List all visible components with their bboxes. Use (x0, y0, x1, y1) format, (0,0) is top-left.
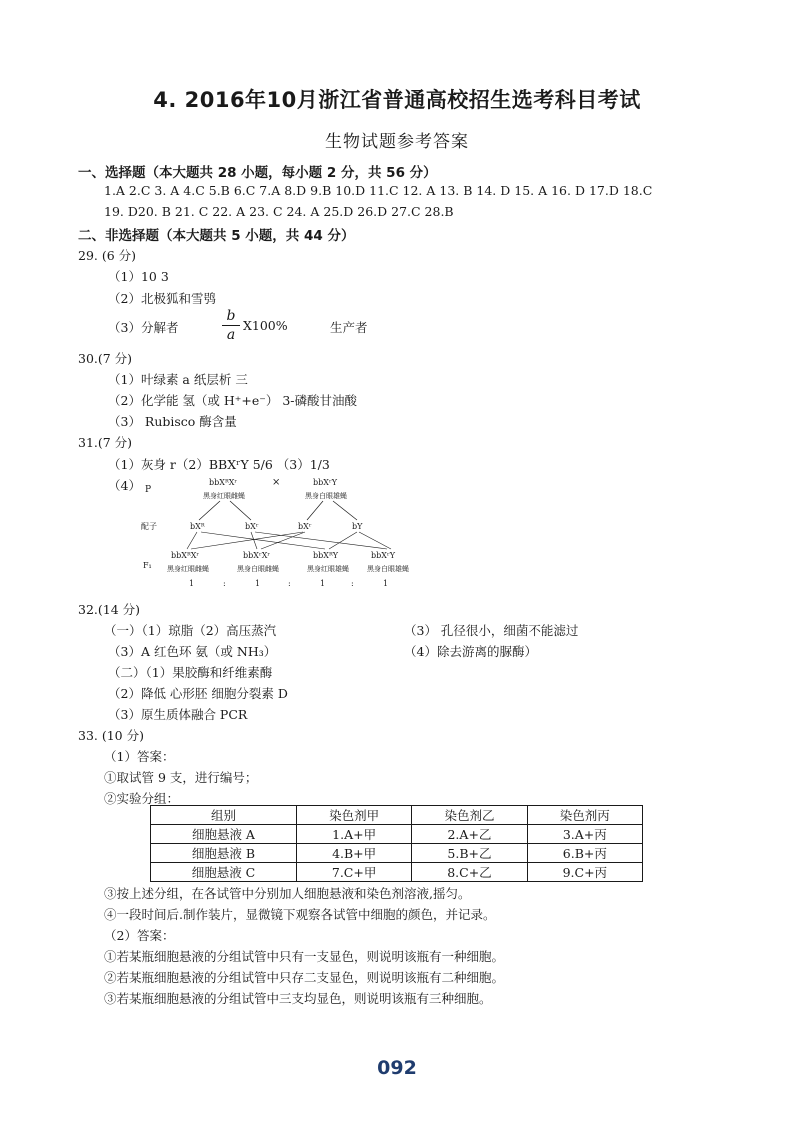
fraction-numerator: b (222, 307, 240, 326)
line-g2-o4 (255, 532, 387, 549)
table-row (151, 825, 643, 844)
female-parent-genotype: bbXᴿXʳ (209, 478, 238, 487)
q33-step-3: ③按上述分组，在各试管中分别加人细胞悬液和染色剂溶液,摇匀。 (104, 886, 471, 901)
q32-answer-1a: （一）（1）琼脂（2）高压蒸汽 (104, 623, 277, 638)
cross-label-f1: F₁ (143, 561, 152, 570)
q33-conclusion-1: ①若某瓶细胞悬液的分组试管中只有一支显色，则说明该瓶有一种细胞。 (104, 949, 505, 964)
q29-heading: 29. (6 分) (78, 248, 137, 263)
q30-answer-1: （1）叶绿素 a 纸层析 三 (108, 372, 248, 387)
ratio-2: 1 (255, 579, 261, 588)
q33-conclusion-3: ③若某瓶细胞悬液的分组试管中三支均显色，则说明该瓶有三种细胞。 (104, 991, 492, 1006)
line-g1-o1 (187, 532, 197, 549)
genetic-cross-diagram (135, 472, 425, 592)
offspring-2-phenotype: 黑身白眼雌蝇 (237, 565, 279, 573)
q33-step-1: ①取试管 9 支，进行编号； (104, 770, 258, 785)
ratio-1: 1 (189, 579, 195, 588)
q32-answer-4: （2）降低 心形胚 细胞分裂素 D (108, 686, 288, 701)
table-header-cell: 染色剂丙 (527, 806, 642, 825)
offspring-3-phenotype: 黑身红眼雄蝇 (307, 565, 349, 573)
line-g4-o4 (359, 532, 391, 549)
q30-answer-3: （3） Rubisco 酶含量 (108, 414, 237, 429)
table-cell: 4.B+甲 (296, 844, 411, 863)
table-cell: 3.A+丙 (527, 825, 642, 844)
q32-answer-3: （二）（1）果胶酶和纤维素酶 (108, 665, 273, 680)
table-cell: 细胞悬液 B (151, 844, 297, 863)
cross-label-gamete: 配子 (141, 522, 157, 531)
section1-heading: 一、选择题（本大题共 28 小题，每小题 2 分，共 56 分） (78, 165, 437, 181)
line-male-gamete-1 (307, 501, 323, 520)
line-female-gamete-2 (230, 501, 251, 520)
line-female-gamete-1 (199, 501, 220, 520)
male-parent-phenotype: 黑身白眼雄蝇 (305, 492, 347, 500)
gamete-1: bXᴿ (190, 522, 205, 531)
male-parent-genotype: bbXʳY (313, 478, 337, 487)
ratio-4: 1 (383, 579, 389, 588)
cross-label-p: P (145, 485, 152, 495)
q32-answer-1b: （3） 孔径很小，细菌不能滤过 (404, 623, 579, 638)
ratio-colon-2: : (288, 579, 291, 588)
q32-heading: 32.(14 分) (78, 602, 141, 617)
line-g2-o2 (251, 532, 257, 549)
experiment-group-table (150, 805, 643, 882)
q33-part1-label: （1）答案： (104, 749, 175, 764)
fraction-b-over-a (222, 307, 240, 344)
table-cell: 7.C+甲 (296, 863, 411, 882)
table-row (151, 844, 643, 863)
q32-answer-2a: （3）A 红色环 氨（或 NH₃） (108, 644, 277, 659)
table-cell: 1.A+甲 (296, 825, 411, 844)
q30-heading: 30.(7 分) (78, 351, 133, 366)
female-parent-phenotype: 黑身红眼雌蝇 (203, 492, 245, 500)
q32-answer-5: （3）原生质体融合 PCR (108, 707, 248, 722)
q32-answer-2b: （4）除去游离的脲酶） (404, 644, 537, 659)
page-subtitle: 生物试题参考答案 (325, 132, 469, 152)
q33-step-4: ④一段时间后.制作装片，显微镜下观察各试管中细胞的颜色，并记录。 (104, 907, 496, 922)
offspring-1-genotype: bbXᴿXʳ (171, 551, 200, 560)
table-header-row (151, 806, 643, 825)
page-number: 092 (377, 1057, 417, 1079)
q29-answer-3a: （3）分解者 (108, 320, 179, 335)
q29-answer-3b: X100% (243, 318, 288, 333)
line-male-gamete-2 (333, 501, 357, 520)
gamete-2: bXʳ (245, 522, 259, 531)
offspring-1-phenotype: 黑身红眼雌蝇 (167, 565, 209, 573)
q33-step-2: ②实验分组： (104, 791, 180, 806)
line-g4-o3 (329, 532, 357, 549)
line-g3-o2 (261, 532, 305, 549)
ratio-colon-3: : (351, 579, 354, 588)
line-g3-o1 (191, 532, 303, 549)
q33-conclusion-2: ②若某瓶细胞悬液的分组试管中只存二支显色，则说明该瓶有二种细胞。 (104, 970, 505, 985)
answers-line-1: 1.A 2.C 3. A 4.C 5.B 6.C 7.A 8.D 9.B 10.D 11.C 12. A 13. B 14. D 15. A 16. D 17.D 18.C (104, 183, 653, 198)
table-cell: 6.B+丙 (527, 844, 642, 863)
q30-answer-2: （2）化学能 氢（或 H⁺+e⁻） 3-磷酸甘油酸 (108, 393, 358, 408)
q31-heading: 31.(7 分) (78, 435, 133, 450)
q31-answer-1: （1）灰身 r（2）BBXʳY 5/6 （3）1/3 (108, 457, 330, 472)
offspring-4-genotype: bbXʳY (371, 551, 395, 560)
cross-symbol: × (272, 477, 281, 488)
offspring-3-genotype: bbXᴿY (313, 551, 339, 560)
q33-part2-label: （2）答案： (104, 928, 175, 943)
fraction-denominator: a (226, 327, 236, 343)
q33-heading: 33. (10 分) (78, 728, 144, 743)
q29-answer-2: （2）北极狐和雪鸮 (108, 291, 216, 306)
table-row (151, 863, 643, 882)
offspring-2-genotype: bbXʳXʳ (243, 551, 271, 560)
section2-heading: 二、非选择题（本大题共 5 小题，共 44 分） (78, 228, 355, 244)
table-cell: 5.B+乙 (412, 844, 527, 863)
table-cell: 9.C+丙 (527, 863, 642, 882)
q29-answer-3c: 生产者 (330, 320, 368, 335)
table-cell: 细胞悬液 C (151, 863, 297, 882)
gamete-4: bY (352, 522, 363, 531)
table-cell: 细胞悬液 A (151, 825, 297, 844)
table-header-cell: 组别 (151, 806, 297, 825)
offspring-4-phenotype: 黑身白眼雄蝇 (367, 565, 409, 573)
table-cell: 8.C+乙 (412, 863, 527, 882)
ratio-colon-1: : (223, 579, 226, 588)
q31-answer-4: （4） (108, 478, 141, 493)
page-title: 4. 2016年10月浙江省普通高校招生选考科目考试 (153, 88, 641, 112)
line-g1-o3 (201, 532, 325, 549)
ratio-3: 1 (320, 579, 326, 588)
table-header-cell: 染色剂乙 (412, 806, 527, 825)
answers-line-2: 19. D20. B 21. C 22. A 23. C 24. A 25.D 26.D 27.C 28.B (104, 204, 454, 219)
table-header-cell: 染色剂甲 (296, 806, 411, 825)
table-cell: 2.A+乙 (412, 825, 527, 844)
q29-answer-1: （1）10 3 (108, 269, 169, 284)
gamete-3: bXʳ (298, 522, 312, 531)
